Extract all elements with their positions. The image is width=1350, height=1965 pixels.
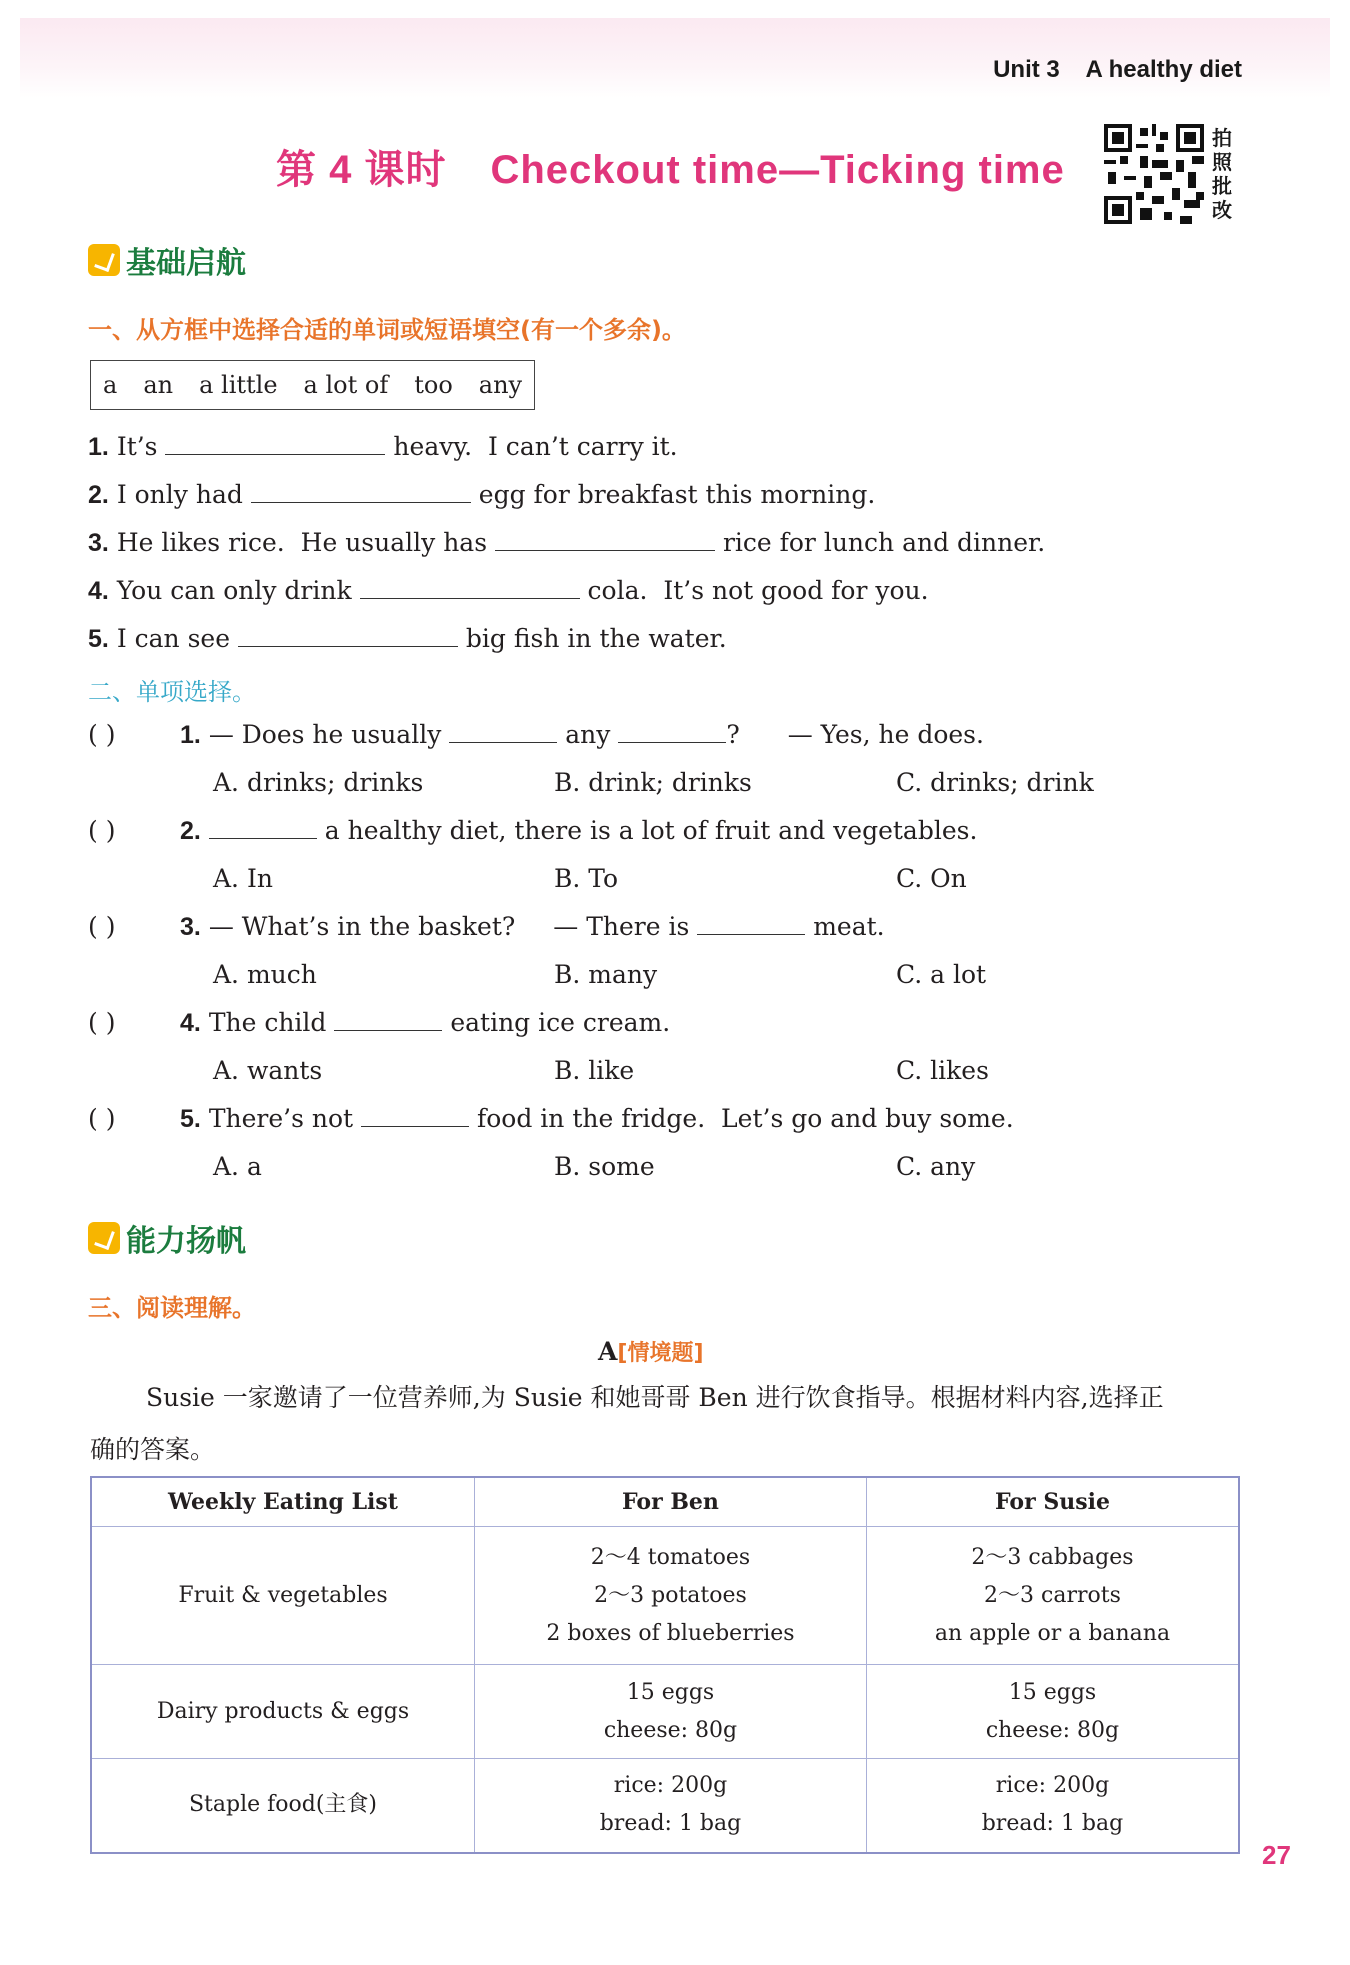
item-number: 3.: [88, 529, 109, 557]
cell-line: 2～3 carrots: [984, 1582, 1121, 1608]
section-ability-heading: [88, 1216, 246, 1260]
passage-intro: [90, 1372, 1240, 1476]
anchor-icon: [88, 244, 120, 276]
answer-blank[interactable]: [251, 480, 471, 503]
ben-cell: [475, 1527, 867, 1665]
passage-heading: [598, 1336, 704, 1367]
answer-paren[interactable]: ( ): [88, 1008, 116, 1037]
mc-question-4: [180, 1008, 670, 1038]
table-header: For Susie: [866, 1477, 1239, 1527]
section-basic-heading: [88, 238, 246, 282]
question-text: — What’s in the basket?: [208, 912, 516, 941]
question-text: The child: [208, 1008, 327, 1037]
susie-cell: [866, 1527, 1239, 1665]
qr-caption: 拍照批改: [1212, 126, 1232, 222]
cell-line: 2～3 potatoes: [594, 1582, 747, 1608]
question-text: any: [565, 720, 611, 749]
word-option: any: [478, 371, 523, 399]
option-b[interactable]: B. like: [554, 1056, 635, 1085]
question-number: 5.: [180, 1105, 201, 1133]
answer-blank[interactable]: [165, 432, 385, 455]
sail-icon: [88, 1222, 120, 1254]
option-b[interactable]: B. To: [554, 864, 619, 893]
eating-list-table: [90, 1476, 1240, 1854]
mc-question-2: [180, 816, 977, 846]
cell-line: bread: 1 bag: [981, 1811, 1124, 1837]
question-text: a healthy diet, there is a lot of fruit and vegetables.: [324, 816, 978, 845]
cell-line: 2～3 cabbages: [971, 1544, 1134, 1570]
fill-item-4: [88, 576, 929, 606]
mc-question-3: [180, 912, 885, 942]
answer-blank[interactable]: [449, 720, 557, 743]
option-b[interactable]: B. some: [554, 1152, 655, 1181]
question-text: — Yes, he does.: [787, 720, 984, 749]
word-option: a little: [199, 371, 278, 399]
answer-blank[interactable]: [334, 1008, 442, 1031]
question-text: — Does he usually: [208, 720, 442, 749]
susie-cell: [866, 1665, 1239, 1759]
scenario-tag: [情境题]: [617, 1341, 704, 1366]
answer-blank[interactable]: [361, 1104, 469, 1127]
lesson-number: 第 4 课时: [276, 148, 447, 192]
section-ability-title: 能力扬帆: [126, 1224, 246, 1259]
item-text: egg for breakfast this morning.: [478, 480, 876, 509]
option-a[interactable]: A. a: [213, 1152, 262, 1181]
ben-cell: [475, 1665, 867, 1759]
row-label: Staple food(主食): [91, 1759, 475, 1853]
fill-item-3: [88, 528, 1045, 558]
item-number: 1.: [88, 433, 109, 461]
table-header: For Ben: [475, 1477, 867, 1527]
word-option: a lot of: [303, 371, 389, 399]
question-number: 1.: [180, 721, 201, 749]
mc-question-1: [180, 720, 984, 750]
qr-code-icon[interactable]: [1104, 124, 1204, 224]
lesson-title: [276, 138, 1065, 195]
cell-line: 15 eggs: [626, 1679, 715, 1705]
mc-question-5: [180, 1104, 1014, 1134]
intro-line: Susie 一家邀请了一位营养师,为 Susie 和她哥哥 Ben 进行饮食指导。根据材料内容,选择正: [146, 1383, 1164, 1412]
part2-instruction: 二、单项选择。: [88, 678, 256, 706]
item-text: heavy. I can’t carry it.: [393, 432, 678, 461]
answer-blank[interactable]: [360, 576, 580, 599]
table-header-row: [91, 1477, 1239, 1527]
option-c[interactable]: C. any: [896, 1152, 976, 1181]
cell-line: an apple or a banana: [934, 1620, 1171, 1646]
fill-item-1: [88, 432, 678, 462]
cell-line: cheese: 80g: [985, 1717, 1120, 1743]
table-header: Weekly Eating List: [91, 1477, 475, 1527]
cell-line: 2～4 tomatoes: [590, 1544, 751, 1570]
answer-paren[interactable]: ( ): [88, 1104, 116, 1133]
running-head: Unit 3 A healthy diet: [993, 56, 1242, 83]
option-a[interactable]: A. wants: [213, 1056, 323, 1085]
answer-blank[interactable]: [495, 528, 715, 551]
answer-paren[interactable]: ( ): [88, 816, 116, 845]
item-number: 5.: [88, 625, 109, 653]
question-text: food in the fridge. Let’s go and buy some.: [476, 1104, 1014, 1133]
cell-line: rice: 200g: [995, 1773, 1110, 1799]
item-text: big fish in the water.: [465, 624, 727, 653]
option-a[interactable]: A. drinks; drinks: [213, 768, 424, 797]
cell-line: rice: 200g: [613, 1773, 728, 1799]
intro-line: 确的答案。: [90, 1435, 216, 1464]
option-c[interactable]: C. drinks; drink: [896, 768, 1094, 797]
fill-item-2: [88, 480, 875, 510]
option-b[interactable]: B. many: [554, 960, 658, 989]
question-number: 4.: [180, 1009, 201, 1037]
option-a[interactable]: A. In: [213, 864, 273, 893]
word-option: a: [103, 371, 118, 399]
word-option: too: [414, 371, 453, 399]
option-b[interactable]: B. drink; drinks: [554, 768, 752, 797]
question-number: 2.: [180, 817, 201, 845]
item-text: It’s: [116, 432, 158, 461]
item-text: rice for lunch and dinner.: [722, 528, 1046, 557]
cell-line: bread: 1 bag: [599, 1811, 742, 1837]
question-text: eating ice cream.: [450, 1008, 671, 1037]
part3-instruction: 三、阅读理解。: [88, 1294, 256, 1322]
table-row: [91, 1527, 1239, 1665]
option-c[interactable]: C. On: [896, 864, 967, 893]
passage-label: A: [598, 1337, 618, 1366]
page-number: 27: [1262, 1840, 1291, 1870]
option-a[interactable]: A. much: [213, 960, 317, 989]
ben-cell: [475, 1759, 867, 1853]
option-c[interactable]: C. a lot: [896, 960, 987, 989]
item-number: 2.: [88, 481, 109, 509]
part1-instruction: 一、从方框中选择合适的单词或短语填空(有一个多余)。: [88, 316, 686, 344]
table-row: [91, 1759, 1239, 1853]
answer-blank[interactable]: [209, 816, 317, 839]
item-text: You can only drink: [116, 576, 352, 605]
susie-cell: [866, 1759, 1239, 1853]
fill-item-5: [88, 624, 727, 654]
answer-blank[interactable]: [618, 720, 726, 743]
answer-paren[interactable]: ( ): [88, 720, 116, 749]
section-basic-title: 基础启航: [126, 246, 246, 281]
item-text: He likes rice. He usually has: [116, 528, 488, 557]
question-number: 3.: [180, 913, 201, 941]
cell-line: cheese: 80g: [603, 1717, 738, 1743]
row-label: Fruit & vegetables: [91, 1527, 475, 1665]
question-text: There’s not: [208, 1104, 354, 1133]
item-text: I can see: [116, 624, 231, 653]
item-text: I only had: [116, 480, 243, 509]
row-label: Dairy products & eggs: [91, 1665, 475, 1759]
answer-blank[interactable]: [238, 624, 458, 647]
word-option: an: [143, 371, 174, 399]
word-box: [90, 360, 535, 410]
cell-line: 2 boxes of blueberries: [546, 1620, 795, 1646]
option-c[interactable]: C. likes: [896, 1056, 989, 1085]
question-text: ?: [726, 720, 740, 749]
lesson-name: Checkout time—Ticking time: [490, 148, 1065, 192]
item-number: 4.: [88, 577, 109, 605]
question-text: meat.: [813, 912, 885, 941]
item-text: cola. It’s not good for you.: [587, 576, 929, 605]
question-text: — There is: [553, 912, 690, 941]
answer-paren[interactable]: ( ): [88, 912, 116, 941]
answer-blank[interactable]: [697, 912, 805, 935]
cell-line: 15 eggs: [1008, 1679, 1097, 1705]
table-row: [91, 1665, 1239, 1759]
